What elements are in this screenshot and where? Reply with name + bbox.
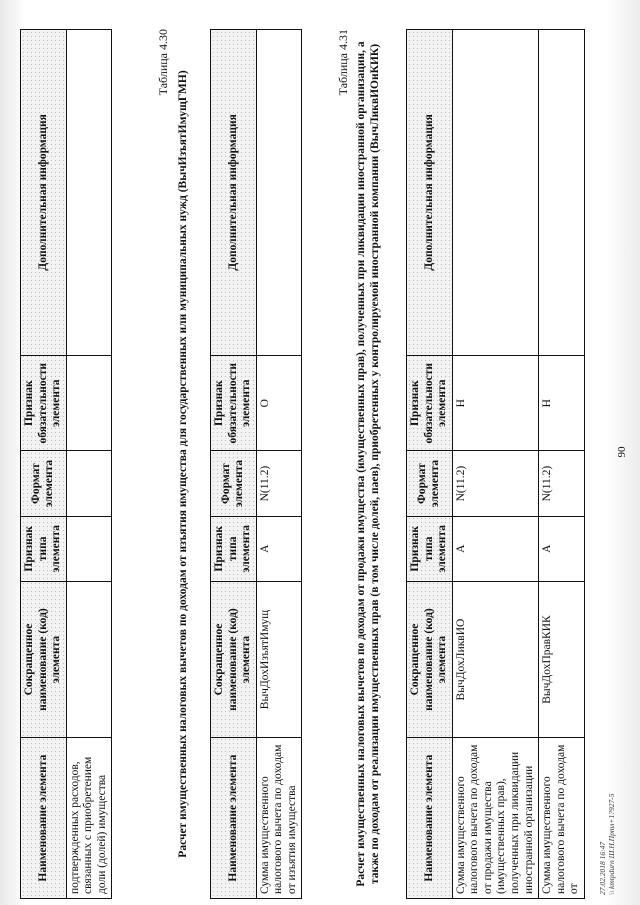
cell-code: ВычДохЛиквИО [452, 581, 538, 737]
cell-required: О [256, 355, 302, 451]
cell-type: А [452, 516, 538, 581]
cell-name: Сумма имущественного налогового вычета по доходам от изъятия имущества [256, 738, 302, 899]
header-required: Признак обязательности элемента [407, 355, 453, 451]
cell-format: N(11.2) [256, 451, 302, 516]
header-required: Признак обязательности элемента [21, 355, 67, 451]
header-name: Наименование элемента [407, 738, 453, 899]
cell-info [256, 30, 302, 356]
table-row [256, 30, 302, 899]
cell-name: подтвержденных расходов, связанных с приобретением доли (долей) имущества [66, 738, 112, 899]
cell-type: А [539, 516, 585, 581]
cell-type: А [256, 516, 302, 581]
header-required: Признак обязательности элемента [211, 355, 257, 451]
print-stamp [598, 794, 617, 895]
table-header-row [211, 30, 257, 899]
header-code: Сокращенное наименование (код) элемента [211, 581, 257, 737]
header-info: Дополнительная информация [211, 30, 257, 356]
cell-required: Н [539, 355, 585, 451]
cell-code: ВычДохПравКИК [539, 581, 585, 737]
cell-format: N(11.2) [539, 451, 585, 516]
header-type: Признак типа элемента [21, 516, 67, 581]
rotated-page-content [20, 29, 620, 899]
stamp-line-2: \\ kmtpdurn Ш.Н.Пртл+1?927-5 [607, 793, 617, 895]
table-4-31-block [406, 29, 585, 899]
header-format: Формат элемента [211, 451, 257, 516]
table-label-4-30: Таблица 4.30 [156, 29, 170, 96]
header-code: Сокращенное наименование (код) элемента [21, 581, 67, 737]
header-info: Дополнительная информация [21, 30, 67, 356]
table-header-row [407, 30, 453, 899]
table-continued [20, 29, 112, 899]
cell-info [66, 30, 112, 356]
cell-name: Сумма имущественного налогового вычета по доходам от [539, 738, 585, 899]
table-row [539, 30, 585, 899]
cell-type [66, 516, 112, 581]
cell-required: Н [452, 355, 538, 451]
cell-info [452, 30, 538, 356]
cell-code [66, 581, 112, 737]
table-title-4-31: Расчет имущественных налоговых вычетов по доходам от продажи имущества (имущественных прав), полученных при ликвидации иностранной организации, а также по доходам от реализации имущественных прав (в том числе долей, паев), приобретенных у контролируемой иностранной компании (ВычЛиквИОиКИК) [355, 41, 382, 887]
table-title-4-30: Расчет имущественных налоговых вычетов по доходам от изъятия имущества для государственных или муниципальных нужд (ВычИзъятИмущГМН) [177, 70, 189, 858]
table-label-4-31: Таблица 4.31 [336, 29, 350, 96]
table-4-30 [210, 29, 302, 899]
table-row [66, 30, 112, 899]
header-type: Признак типа элемента [407, 516, 453, 581]
table-row [452, 30, 538, 899]
header-info: Дополнительная информация [407, 30, 453, 356]
table-header-row [21, 30, 67, 899]
cell-format: N(11.2) [452, 451, 538, 516]
header-format: Формат элемента [407, 451, 453, 516]
page-number: 90 [616, 446, 628, 458]
cell-required [66, 355, 112, 451]
table-4-31 [406, 29, 585, 899]
table-previous [20, 29, 112, 899]
header-name: Наименование элемента [211, 738, 257, 899]
header-format: Формат элемента [21, 451, 67, 516]
cell-format [66, 451, 112, 516]
header-code: Сокращенное наименование (код) элемента [407, 581, 453, 737]
header-type: Признак типа элемента [211, 516, 257, 581]
stamp-line-1: 27.02.2018 16:47 [598, 841, 607, 895]
table-4-30-block [210, 29, 302, 899]
header-name: Наименование элемента [21, 738, 67, 899]
cell-code: ВычДохИзъятИмущ [256, 581, 302, 737]
cell-name: Сумма имущественного налогового вычета по доходам от продажи имущества (имущественных прав), полученных при ликвидации иностранной организации [452, 738, 538, 899]
cell-info [539, 30, 585, 356]
